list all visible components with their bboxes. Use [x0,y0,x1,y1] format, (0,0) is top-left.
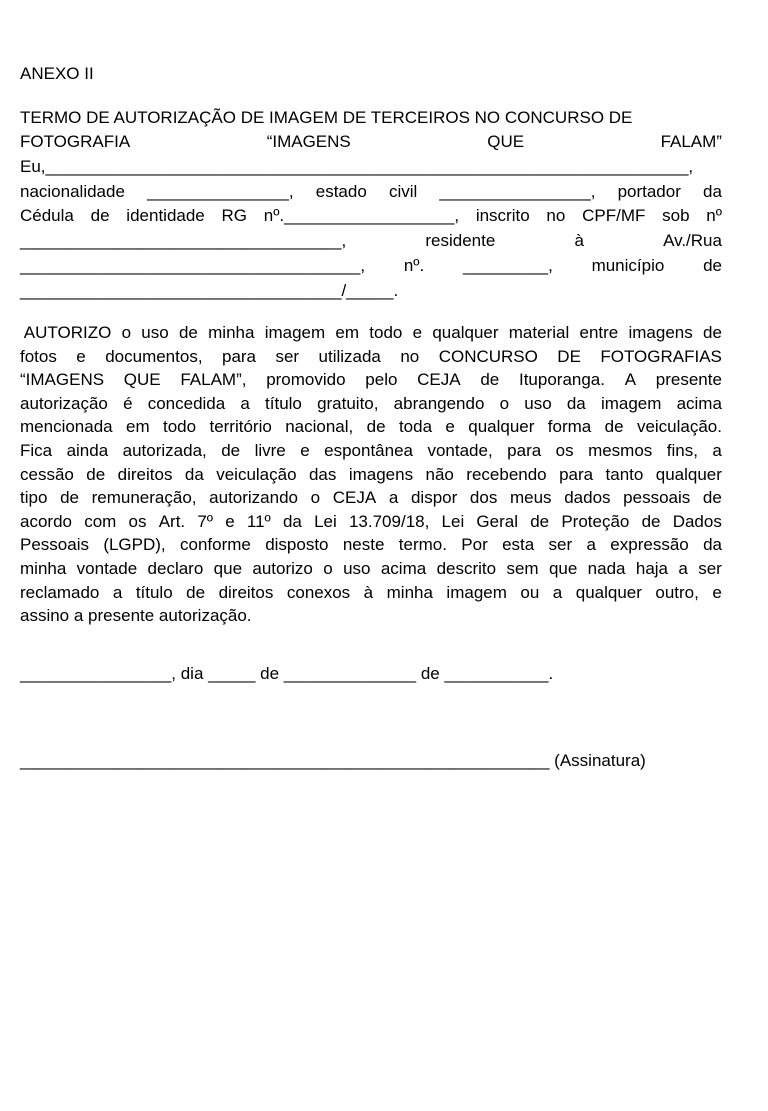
word: neste [342,535,385,555]
identification-line [20,229,722,253]
word: no [400,346,420,366]
date-line: ________________, dia _____ de ______________ de ___________. [20,664,554,683]
word: portador [617,181,681,201]
word: de [90,206,110,226]
word: vontade, [427,441,493,460]
word: inscrito [475,206,530,226]
word: o [310,488,321,508]
annex-heading: ANEXO II [20,64,94,83]
identification-line [20,204,722,228]
word: o [121,323,132,342]
word: dos [469,488,498,508]
identification-line [20,254,722,278]
word: de [641,511,661,531]
word: de [60,488,79,508]
word: que [213,559,243,578]
word: autorização [20,393,108,413]
word: Geral [476,511,518,531]
word: e [300,441,310,460]
word: remuneração, [91,488,197,508]
word: autorizada, [122,441,207,460]
word: dados [564,488,611,508]
word: a [112,582,123,602]
word: e [225,511,235,531]
word: presente [655,370,722,390]
word: forma [547,417,592,437]
word: concedida [147,393,226,413]
word: Pessoais [20,535,89,555]
word: 7º [197,511,214,531]
authorization-line [20,486,722,510]
word: para [507,441,542,460]
word: ser [548,535,573,555]
word: imagens [348,464,414,484]
word: (LGPD), [103,535,166,555]
word: 13.709/18, [348,511,430,531]
word: de [604,417,624,437]
word: os [555,441,574,460]
word: imagens [628,323,693,342]
word: todo [163,417,197,437]
word: identidade [126,206,205,226]
word: fotos [20,346,57,366]
authorization-line [20,415,722,439]
word: de [703,323,722,342]
word: qualquer [468,417,535,437]
word: qualquer [575,582,642,602]
word: expressão [610,535,689,555]
word: AUTORIZO [20,323,112,342]
word: mesmos [588,441,653,460]
word: __________________________________/_____. [20,280,399,300]
word: de [366,417,386,437]
word: a [240,393,250,413]
word: tanto [605,464,644,484]
word: ainda [66,441,109,460]
word: da [703,181,722,201]
word: minha [20,559,67,578]
authorization-line [20,392,722,416]
word: da [703,535,722,555]
word: de [178,323,198,342]
word: declaro [147,559,204,578]
word: minha [386,582,433,602]
word: uso [524,393,552,413]
word: de [703,255,722,275]
word: dispor [410,488,458,508]
word: CPF/MF [582,206,646,226]
word: mencionada [20,417,113,437]
word: os [128,511,147,531]
word: CEJA [417,370,461,390]
word: em [335,323,360,342]
word: ________________, [439,181,596,201]
word: a [712,441,722,460]
word: material [508,323,570,342]
word: não [425,464,454,484]
word: Eu,____________________________________________________________________, [20,157,694,176]
title-word: “IMAGENS [266,132,351,151]
word: e [445,417,455,437]
authorization-line [20,463,722,487]
word: qualquer [432,323,499,342]
word: nacional, [285,417,354,437]
word: meus [509,488,552,508]
word: DE [557,346,581,366]
word: outro, [655,582,699,602]
word: Lei [314,511,337,531]
word: recebendo [466,464,547,484]
word: Lei [441,511,465,531]
word: livre [254,441,286,460]
authorization-line [20,321,722,345]
word: cessão [20,464,74,484]
word: o [499,393,510,413]
word: imagem [264,323,326,342]
word: CEJA [332,488,377,508]
word: ou [520,582,540,602]
word: vontade [76,559,138,578]
identification-line [20,180,722,204]
word: de [702,488,722,508]
word: gratuito, [317,393,379,413]
word: tipo [20,488,48,508]
word: à [574,231,584,251]
word: da [566,393,586,413]
word: imagem [600,393,662,413]
word: FOTOGRAFIAS [600,346,722,366]
word: documentos, [105,346,203,366]
signature-line: ________________________________________________________ (Assinatura) [20,751,646,770]
word: residente [425,231,496,251]
word: nº.__________________, [263,206,460,226]
word: à [363,582,374,602]
authorization-line [20,557,722,581]
word: a [388,488,399,508]
word: termo. [398,535,447,555]
authorization-line [20,510,722,534]
identification-line [20,279,722,303]
word: toda [398,417,433,437]
word: esta [502,535,535,555]
word: a [552,582,563,602]
word: para [221,346,257,366]
authorization-line [20,439,722,463]
word: assino a presente autorização. [20,606,252,626]
word: QUE [123,370,161,390]
word: a [586,535,596,555]
word: título [265,393,302,413]
title-word: FALAM” [660,132,722,151]
title-line-2 [20,130,722,154]
word: sem [506,559,539,578]
word: todo [369,323,403,342]
word: RG [221,206,248,226]
word: título [135,582,173,602]
word: município [591,255,665,275]
word: Proteção [561,511,630,531]
word: ser [275,346,300,366]
word: imagem [446,582,507,602]
word: e [712,582,722,602]
word: nacionalidade [20,181,125,201]
word: Ituporanga. [518,370,605,390]
authorization-line [20,581,722,605]
word: nº [706,206,722,226]
word: Cédula [20,206,74,226]
word: ____________________________________, [20,255,366,275]
word: para [559,464,594,484]
word: de [86,464,106,484]
title-line-1: TERMO DE AUTORIZAÇÃO DE IMAGEM DE TERCEIROS NO CONCURSO DE [20,108,633,127]
word: Fica [20,441,53,460]
word: e [412,323,423,342]
word: descrito [436,559,497,578]
word: da [282,511,302,531]
word: utilizada [318,346,381,366]
word: haja [635,559,668,578]
word: entre [579,323,619,342]
word: com [84,511,117,531]
title-word: QUE [487,132,525,151]
word: direitos [218,582,274,602]
word: pelo [365,370,398,390]
authorization-line [20,345,722,369]
word: Por [461,535,488,555]
word: acima [380,559,427,578]
identification-line [20,155,722,179]
word: uso [141,323,169,342]
word: nada [587,559,626,578]
word: conforme [179,535,251,555]
word: estado [315,181,367,201]
word: A [624,370,637,390]
authorization-line [20,533,722,557]
word: da [184,464,204,484]
word: o [323,559,333,578]
word: ser [698,559,722,578]
title-word: FOTOGRAFIA [20,132,131,151]
word: abrangendo [393,393,485,413]
word: “IMAGENS [20,370,105,390]
authorization-line [20,604,722,628]
word: a [678,559,688,578]
word: autorizando [209,488,298,508]
word: CONCURSO [438,346,538,366]
word: qualquer [655,464,722,484]
word: fins, [666,441,698,460]
word: _________, [462,255,553,275]
word: promovido [266,370,346,390]
word: espontânea [324,441,414,460]
word: e [76,346,86,366]
word: pessoais [623,488,691,508]
word: disposto [265,535,329,555]
word: das [308,464,337,484]
word: acima [676,393,722,413]
word: uso [343,559,371,578]
word: no [546,206,566,226]
word: Art. [158,511,186,531]
word: FALAM”, [180,370,247,390]
word: civil [388,181,418,201]
word: de [221,441,241,460]
word: nº. [403,255,425,275]
word: Dados [672,511,722,531]
word: __________________________________, [20,231,347,251]
word: veiculação. [636,417,722,437]
word: autorizo [252,559,313,578]
word: em [126,417,150,437]
word: é [123,393,133,413]
word: território [209,417,272,437]
word: acordo [20,511,72,531]
word: que [548,559,578,578]
word: de [480,370,500,390]
word: de [186,582,206,602]
word: conexos [286,582,351,602]
word: de [530,511,550,531]
word: _______________, [147,181,294,201]
word: veiculação [216,464,297,484]
word: sob [662,206,690,226]
word: minha [208,323,255,342]
word: 11º [246,511,271,531]
word: reclamado [20,582,100,602]
authorization-line [20,368,722,392]
word: Av./Rua [663,231,722,251]
word: direitos [117,464,173,484]
